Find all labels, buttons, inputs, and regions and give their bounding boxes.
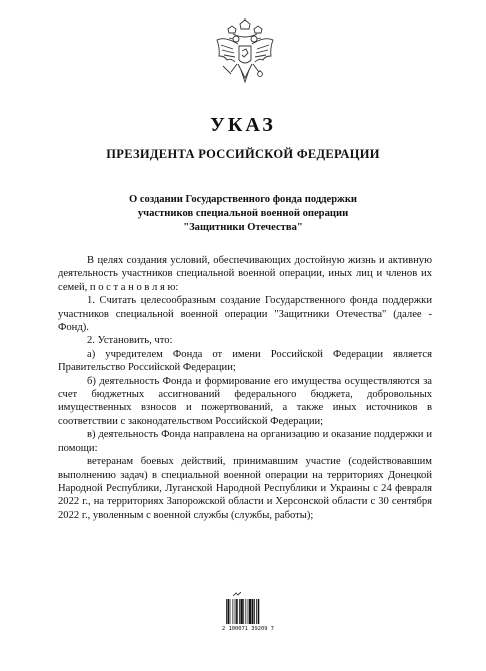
decree-body (58, 254, 432, 522)
barcode-icon (226, 599, 270, 624)
russian-coat-of-arms-icon (213, 18, 277, 90)
document-title: УКАЗ (210, 114, 276, 136)
body-paragraph: в) деятельность Фонда направлена на организацию и оказание поддержки и помощи: (58, 429, 432, 454)
body-paragraph: 2. Установить, что: (87, 335, 173, 347)
body-paragraph: ветеранам боевых действий, принимавшим участие (содействовавшим выполнению задач) в специальной военной операции на территориях Донецкой Народной Республики, Луганской Народной Республики и Украины с 24 февраля 2022 г., на территориях Запорожской области и Херсонской области с 30 сентября 2022 г., уволенным с военной службы (службы, работы); (58, 456, 432, 521)
decree-subject-line: "Защитники Отечества" (183, 222, 303, 233)
decree-subject-line: О создании Государственного фонда поддержки (128, 194, 358, 205)
body-paragraph: а) учредителем Фонда от имени Российской Федерации является Правительство Российской Федерации; (58, 348, 432, 374)
body-paragraph: В целях создания условий, обеспечивающих достойную жизнь и активную деятельность участников специальной военной операции, иных лиц и членов их семей, п о с т а н о в л я ю: (58, 255, 432, 293)
barcode-mark-icon (233, 592, 241, 597)
decree-subject-line: участников специальной военной операции (137, 208, 349, 219)
barcode-block (222, 592, 274, 640)
body-paragraph: 1. Считать целесообразным создание Государственного фонда поддержки участников специальной военной операции "Защитники Отечества" (далее - Фонд). (58, 295, 432, 334)
decree-subject (60, 193, 426, 235)
barcode-number: 2 100071 39209 7 (222, 626, 274, 632)
document-subtitle: ПРЕЗИДЕНТА РОССИЙСКОЙ ФЕДЕРАЦИИ (106, 147, 380, 161)
body-paragraph: б) деятельность Фонда и формирование его имущества осуществляются за счет бюджетных ассигнований федерального бюджета, добровольных имущественных взносов и пожертвований, а также иных источников в соответствии с законодательством Российской Федерации; (58, 375, 432, 427)
